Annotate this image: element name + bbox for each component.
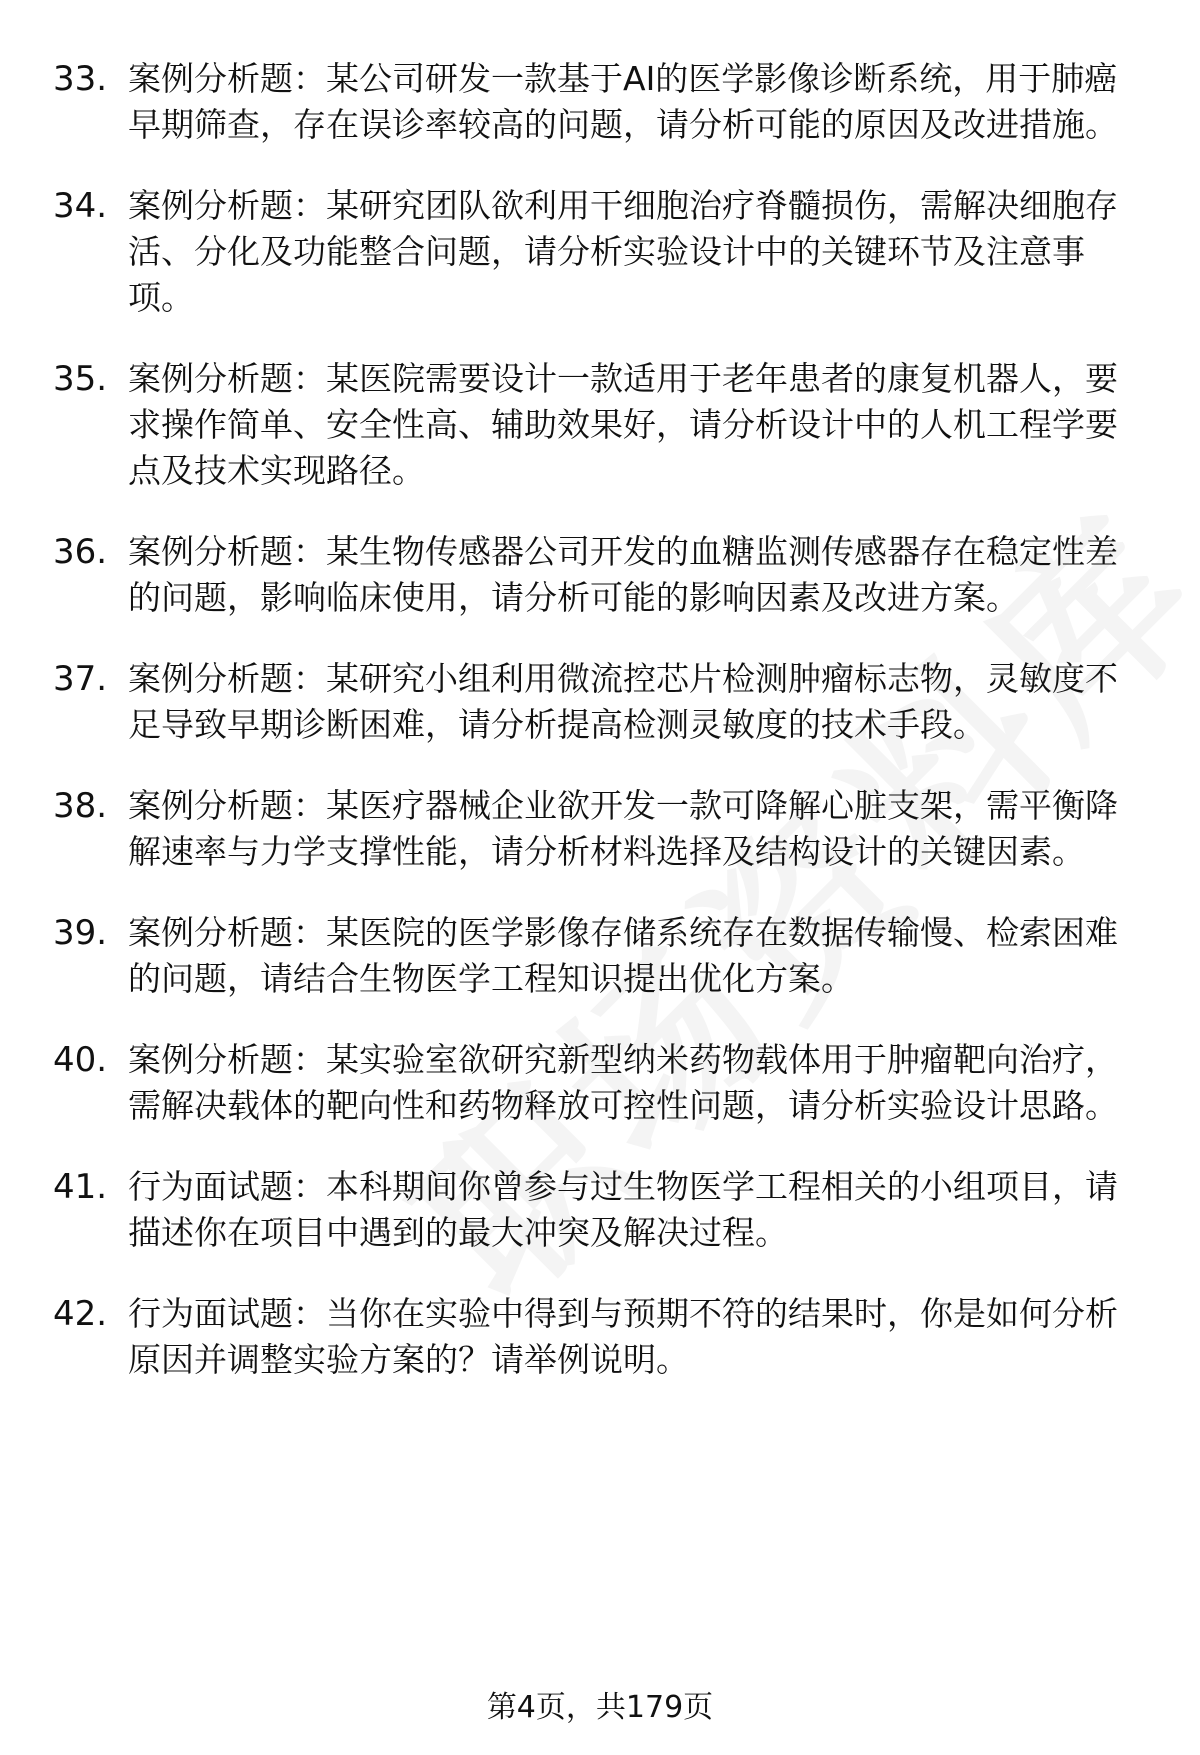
question-42 xyxy=(0,1291,1200,1383)
question-list xyxy=(0,56,1200,1418)
question-text: 案例分析题：某医院需要设计一款适用于老年患者的康复机器人，要求操作简单、安全性高、辅助效果好，请分析设计中的人机工程学要点及技术实现路径。 xyxy=(128,359,1118,490)
question-36 xyxy=(0,529,1200,621)
question-number: 35. xyxy=(53,359,108,399)
question-number: 39. xyxy=(53,913,108,953)
question-number: 36. xyxy=(53,532,108,572)
question-text: 案例分析题：某生物传感器公司开发的血糖监测传感器存在稳定性差的问题，影响临床使用，请分析可能的影响因素及改进方案。 xyxy=(128,532,1118,617)
question-text: 案例分析题：某研究小组利用微流控芯片检测肿瘤标志物，灵敏度不足导致早期诊断困难，请分析提高检测灵敏度的技术手段。 xyxy=(128,659,1118,744)
question-number: 37. xyxy=(53,659,108,699)
question-35 xyxy=(0,356,1200,494)
question-38 xyxy=(0,783,1200,875)
question-text: 案例分析题：某实验室欲研究新型纳米药物载体用于肿瘤靶向治疗，需解决载体的靶向性和药物释放可控性问题，请分析实验设计思路。 xyxy=(128,1040,1118,1125)
question-33 xyxy=(0,56,1200,148)
question-number: 38. xyxy=(53,786,108,826)
question-text: 案例分析题：某医疗器械企业欲开发一款可降解心脏支架，需平衡降解速率与力学支撑性能，请分析材料选择及结构设计的关键因素。 xyxy=(128,786,1118,871)
question-number: 42. xyxy=(53,1294,108,1334)
question-39 xyxy=(0,910,1200,1002)
question-34 xyxy=(0,183,1200,321)
question-40 xyxy=(0,1037,1200,1129)
question-41 xyxy=(0,1164,1200,1256)
question-text: 行为面试题：当你在实验中得到与预期不符的结果时，你是如何分析原因并调整实验方案的？请举例说明。 xyxy=(128,1294,1118,1379)
question-number: 40. xyxy=(53,1040,108,1080)
question-text: 案例分析题：某医院的医学影像存储系统存在数据传输慢、检索困难的问题，请结合生物医学工程知识提出优化方案。 xyxy=(128,913,1118,998)
page-number-footer: 第4页，共179页 xyxy=(486,1690,714,1725)
question-37 xyxy=(0,656,1200,748)
question-number: 33. xyxy=(53,59,108,99)
question-text: 行为面试题：本科期间你曾参与过生物医学工程相关的小组项目，请描述你在项目中遇到的最大冲突及解决过程。 xyxy=(128,1167,1118,1252)
question-number: 34. xyxy=(53,186,108,226)
question-text: 案例分析题：某研究团队欲利用干细胞治疗脊髓损伤，需解决细胞存活、分化及功能整合问题，请分析实验设计中的关键环节及注意事项。 xyxy=(128,186,1118,317)
question-number: 41. xyxy=(53,1167,108,1207)
question-text: 案例分析题：某公司研发一款基于AI的医学影像诊断系统，用于肺癌早期筛查，存在误诊率较高的问题，请分析可能的原因及改进措施。 xyxy=(128,59,1118,144)
